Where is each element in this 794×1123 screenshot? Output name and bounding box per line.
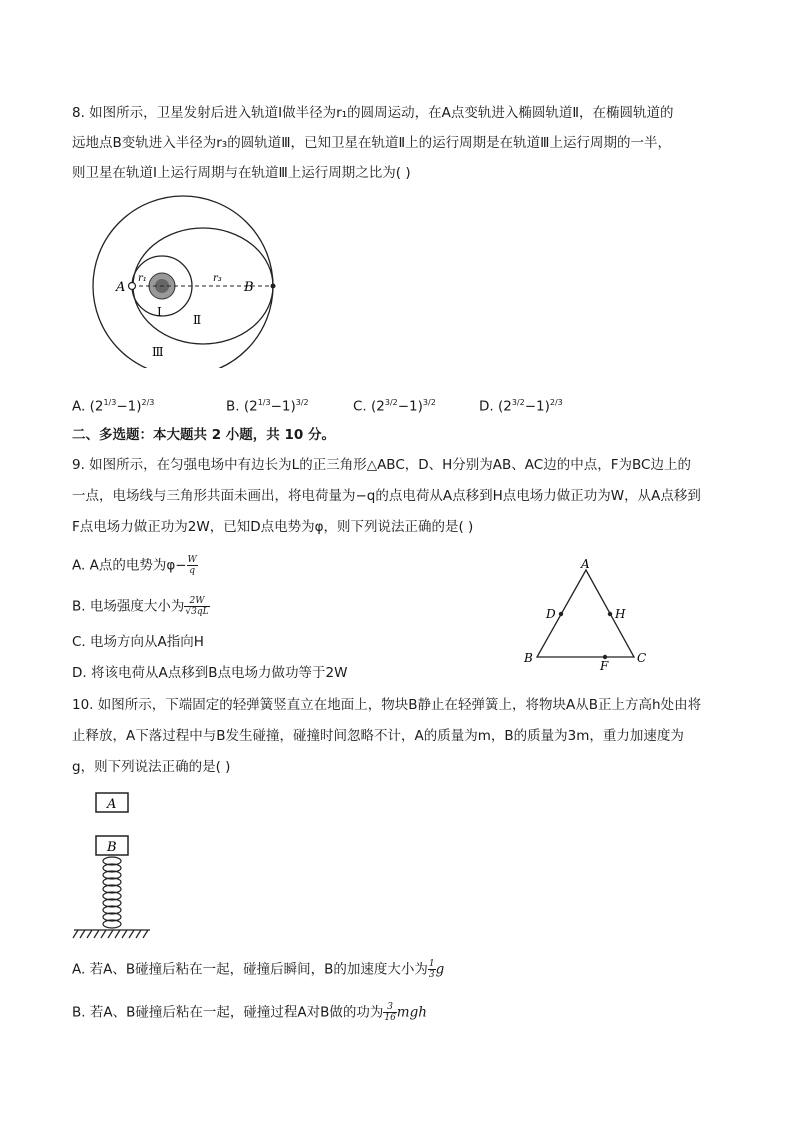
ground	[73, 930, 150, 938]
label-I: Ⅰ	[157, 305, 162, 319]
q9-option-a[interactable]: A. A点的电势为φ− $\frac{W}{q}$	[72, 555, 197, 576]
spring	[103, 857, 121, 928]
q8-orbit-figure	[80, 193, 280, 368]
q9-option-c[interactable]: C. 电场方向从A指向H	[72, 634, 204, 650]
label-C: C	[637, 651, 647, 665]
q10-line1: 10. 如图所示，下端固定的轻弹簧竖直立在地面上，物块B静止在轻弹簧上，将物块A从B正上方高h处由将	[72, 697, 702, 713]
label-A: A	[116, 280, 126, 295]
label-F: F	[600, 659, 609, 670]
point-H	[608, 612, 612, 616]
label-B: B	[524, 651, 533, 665]
q8-line2: 远地点B变轨进入半径为r₃的圆轨道Ⅲ，已知卫星在轨道Ⅱ上的运行周期是在轨道Ⅲ上运行周期的一半，	[72, 135, 671, 151]
q8-line3: 则卫星在轨道Ⅰ上运行周期与在轨道Ⅲ上运行周期之比为( )	[72, 165, 411, 181]
q9-line2: 一点，电场线与三角形共面未画出，将电荷量为−q的点电荷从A点移到H点电场力做正功为W，从A点移到	[72, 488, 701, 504]
label-III: Ⅲ	[152, 345, 164, 359]
label-B: B	[244, 280, 254, 295]
label-D: D	[546, 607, 556, 621]
q9-option-b[interactable]: B. 电场强度大小为 $\frac{2W}{√3qL}$	[72, 596, 209, 617]
q10-option-a[interactable]: A. 若A、B碰撞后粘在一起，碰撞后瞬间，B的加速度大小为 $\frac{1}{3}$ g	[72, 959, 445, 980]
section-multi-choice-header: 二、多选题：本大题共 2 小题，共 10 分。	[72, 427, 335, 443]
q8-option-d[interactable]: D. $(2^{3/2}-1)^{2/3}$	[479, 398, 563, 415]
q9-option-d[interactable]: D. 将该电荷从A点移到B点电场力做功等于2W	[72, 665, 348, 681]
label-A: A	[581, 558, 590, 571]
q9-triangle-figure	[520, 558, 660, 670]
label-H: H	[615, 607, 626, 621]
q10-spring-figure	[72, 788, 157, 943]
q8-option-c[interactable]: C. $(2^{3/2}-1)^{3/2}$	[353, 398, 436, 415]
q10-line2: 止释放，A下落过程中与B发生碰撞，碰撞时间忽略不计，A的质量为m，B的质量为3m，重力加速度为	[72, 728, 684, 744]
label-II: Ⅱ	[193, 313, 202, 327]
point-B	[271, 284, 276, 289]
q9-line1: 9. 如图所示，在匀强电场中有边长为L的正三角形△ABC，D、H分别为AB、AC边的中点，F为BC边上的	[72, 457, 691, 473]
svg-text:B: B	[107, 840, 117, 855]
q8-line1: 8. 如图所示，卫星发射后进入轨道Ⅰ做半径为r₁的圆周运动，在A点变轨进入椭圆轨道Ⅱ，在椭圆轨道的	[72, 105, 674, 121]
q8-option-a[interactable]: A. $(2^{1/3}-1)^{2/3}$	[72, 398, 155, 415]
point-D	[559, 612, 563, 616]
q10-line3: g，则下列说法正确的是( )	[72, 759, 231, 775]
point-A	[129, 283, 136, 290]
label-r1: r₁	[138, 273, 147, 284]
q10-option-b[interactable]: B. 若A、B碰撞后粘在一起，碰撞过程A对B做的功为 $\frac{3}{16}$ mgh	[72, 1002, 427, 1023]
svg-text:A: A	[107, 797, 117, 812]
q9-line3: F点电场力做正功为2W，已知D点电势为φ，则下列说法正确的是( )	[72, 519, 474, 535]
label-r3: r₃	[213, 273, 222, 284]
q8-option-b[interactable]: B. $(2^{1/3}-1)^{3/2}$	[226, 398, 309, 415]
